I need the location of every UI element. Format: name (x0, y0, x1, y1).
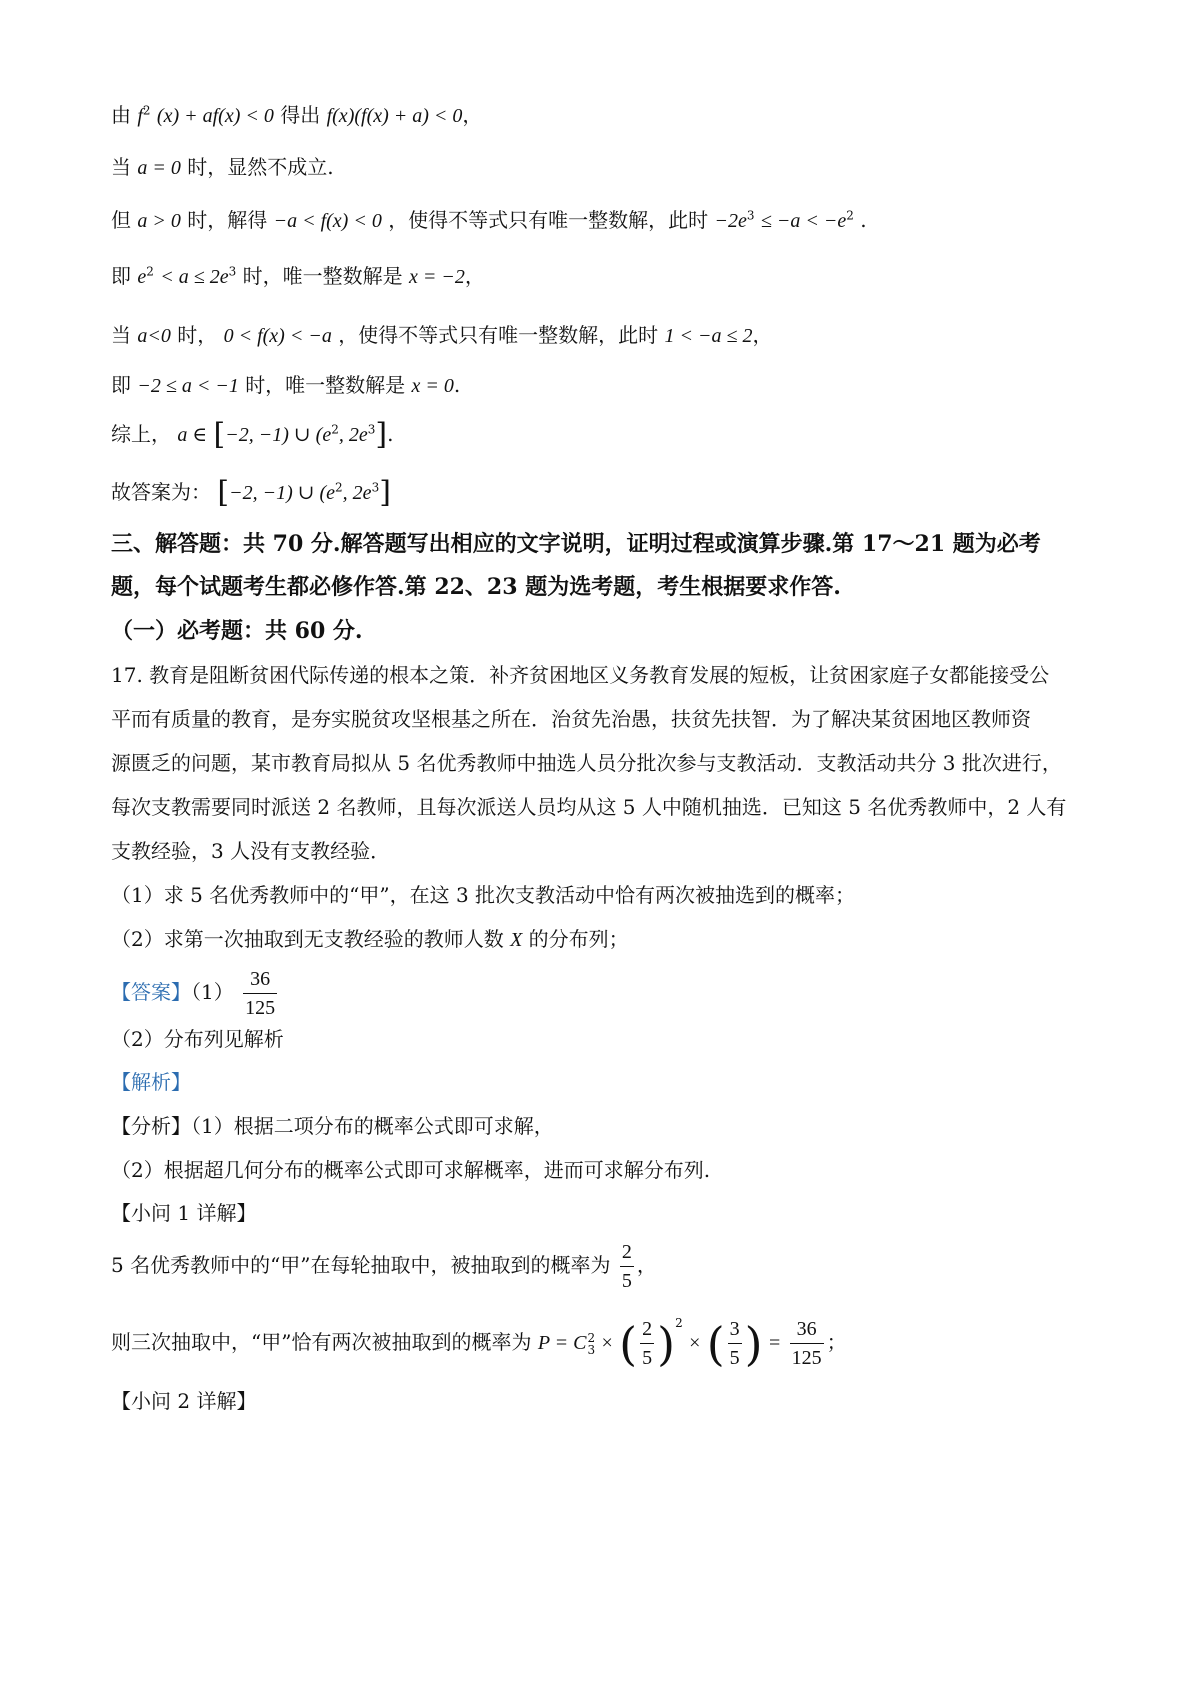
subquestion-2-heading: 【小问 2 详解】 (111, 1389, 257, 1413)
denominator: 125 (791, 1347, 822, 1369)
punct: ， (462, 103, 483, 127)
fraction (640, 1318, 654, 1369)
text: 得出 (280, 103, 321, 127)
paren: ( (706, 1316, 725, 1371)
math: x = 0 (411, 375, 454, 397)
punct: ； (826, 1330, 847, 1354)
exponent: 3 (367, 422, 376, 437)
problem-paragraph-line: 源匮乏的问题，某市教育局拟从 5 名优秀教师中抽选人员分批次参与支教活动．支教活动共分 3 批次进行， (111, 751, 1062, 775)
punct: ， (464, 264, 485, 288)
text: 当 (111, 155, 131, 179)
exponent: 2 (142, 103, 151, 118)
problem-paragraph-line: 每次支教需要同时派送 2 名教师，且每次派送人员均从这 5 人中随机抽选．已知这 5 名优秀教师中，2 人有 (111, 795, 1067, 819)
math: −2, −1) ∪ (e (229, 482, 336, 504)
punct: . (453, 373, 461, 397)
solution-line-5 (111, 321, 773, 350)
text: 综上， (111, 422, 171, 446)
text: 时， (177, 323, 218, 347)
numerator: 36 (790, 1318, 824, 1344)
detail-line-2 (111, 1310, 847, 1375)
fraction (620, 1241, 634, 1292)
bracket: ] (379, 475, 391, 510)
answer-tag: 【答案】 (111, 980, 191, 1004)
text: ，使得不等式只有唯一整数解，此时 (388, 208, 709, 232)
fraction (243, 968, 277, 1019)
numerator: 36 (243, 968, 277, 994)
text: 由 (111, 103, 131, 127)
equals: = (768, 1332, 781, 1354)
math: a ∈ (177, 424, 208, 446)
fraction (790, 1318, 824, 1369)
math: a > 0 (137, 210, 181, 232)
solution-line-3 (111, 206, 867, 235)
math: a = 0 (137, 157, 181, 179)
denominator: 5 (642, 1347, 653, 1369)
paren: ) (744, 1316, 763, 1371)
math: e (137, 266, 147, 288)
exponent: 3 (371, 480, 380, 495)
text: 时，唯一整数解是 (242, 264, 403, 288)
bracket: [ (217, 475, 230, 510)
times: × (601, 1332, 613, 1354)
solution-line-2 (111, 153, 334, 182)
text: 时，解得 (187, 208, 268, 232)
math: < a ≤ 2e (160, 266, 229, 288)
exponent: 2 (675, 1316, 683, 1330)
math: −a < f(x) < 0 (273, 210, 382, 232)
exponent: 3 (746, 208, 755, 223)
text: 时，唯一整数解是 (245, 373, 406, 397)
punct: . (387, 422, 394, 446)
exponent: 2 (846, 208, 854, 223)
analysis-line-1: 【分析】（1）根据二项分布的概率公式即可求解， (111, 1114, 554, 1138)
math: 1 < −a ≤ 2 (664, 325, 753, 347)
fraction (728, 1318, 742, 1369)
question-1: （1）求 5 名优秀教师中的“甲”，在这 3 批次支教活动中恰有两次被抽选到的概率； (111, 883, 856, 907)
math: x = −2 (408, 266, 465, 288)
punct: ， (752, 323, 773, 347)
math: a<0 (137, 325, 171, 347)
analysis-tag: 【解析】 (111, 1070, 191, 1094)
denominator: 125 (245, 997, 276, 1019)
numerator: 3 (728, 1318, 742, 1344)
punct: . (860, 208, 867, 232)
problem-paragraph-line: 支教经验，3 人没有支教经验． (111, 839, 391, 863)
text: 故答案为： (111, 480, 211, 504)
solution-line-7 (111, 417, 394, 452)
math: , 2e (342, 482, 372, 504)
detail-line-1 (111, 1235, 657, 1295)
math: P = C (537, 1332, 587, 1354)
solution-line-8 (111, 475, 391, 510)
math: −2 ≤ a < −1 (137, 375, 239, 397)
exponent: 2 (146, 264, 154, 279)
superscript: 2 (587, 1330, 596, 1345)
math: f(x)(f(x) + a) < 0 (326, 105, 463, 127)
math: f (137, 105, 143, 127)
text: 当 (111, 323, 131, 347)
text: 但 (111, 208, 131, 232)
paren: ) (657, 1316, 676, 1371)
math-variable: X (510, 929, 523, 951)
text: 时，显然不成立. (187, 155, 334, 179)
denominator: 5 (621, 1270, 632, 1292)
question-2 (111, 925, 629, 954)
problem-paragraph-line: 17. 教育是阻断贫困代际传递的根本之策．补齐贫困地区义务教育发展的短板，让贫困家庭子女都能接受公 (111, 663, 1050, 687)
denominator: 5 (729, 1347, 740, 1369)
math: 0 < f(x) < −a (223, 325, 332, 347)
bracket: ] (375, 417, 388, 452)
math: −2, −1) ∪ (e (225, 424, 332, 446)
text: ，使得不等式只有唯一整数解，此时 (338, 323, 659, 347)
analysis-line-2: （2）根据超几何分布的概率公式即可求解概率，进而可求解分布列. (111, 1158, 711, 1182)
text: （1） (191, 980, 234, 1004)
combination-indices (588, 1332, 596, 1356)
math: , 2e (338, 424, 368, 446)
solution-line-1 (111, 101, 482, 130)
text: 即 (111, 264, 131, 288)
problem-paragraph-line: 平而有质量的教育，是夯实脱贫攻坚根基之所在．治贫先治愚，扶贫先扶智．为了解决某贫困地区教师资 (111, 707, 1031, 731)
text: 则三次抽取中，“甲”恰有两次被抽取到的概率为 (111, 1330, 532, 1354)
exponent: 3 (228, 264, 237, 279)
section-subheading: （一）必考题：共 60 分. (111, 618, 363, 644)
section-heading-line-1: 三、解答题：共 70 分.解答题写出相应的文字说明，证明过程或演算步骤.第 17～21 题为必考 (111, 531, 1041, 557)
text: 5 名优秀教师中的“甲”在每轮抽取中，被抽取到的概率为 (111, 1253, 611, 1277)
answer-line-1 (111, 962, 280, 1022)
answer-line-2: （2）分布列见解析 (111, 1027, 284, 1051)
math: ≤ −a < −e (760, 210, 847, 232)
numerator: 2 (620, 1241, 634, 1267)
text: （2）求第一次抽取到无支教经验的教师人数 (111, 927, 504, 951)
bracket: [ (213, 417, 226, 452)
paren: ( (619, 1316, 638, 1371)
subquestion-1-heading: 【小问 1 详解】 (111, 1201, 257, 1225)
numerator: 2 (640, 1318, 654, 1344)
punct: ， (636, 1253, 657, 1277)
text: 即 (111, 373, 131, 397)
text: 的分布列； (528, 927, 629, 951)
solution-line-4 (111, 262, 485, 291)
exponent: 2 (331, 422, 339, 437)
math: −2e (714, 210, 747, 232)
section-heading-line-2: 题，每个试题考生都必修作答.第 22、23 题为选考题，考生根据要求作答. (111, 574, 841, 600)
solution-line-6 (111, 371, 460, 400)
subscript: 3 (587, 1342, 596, 1357)
math: (x) + af(x) < 0 (156, 105, 274, 127)
times: × (689, 1332, 701, 1354)
exponent: 2 (335, 480, 343, 495)
